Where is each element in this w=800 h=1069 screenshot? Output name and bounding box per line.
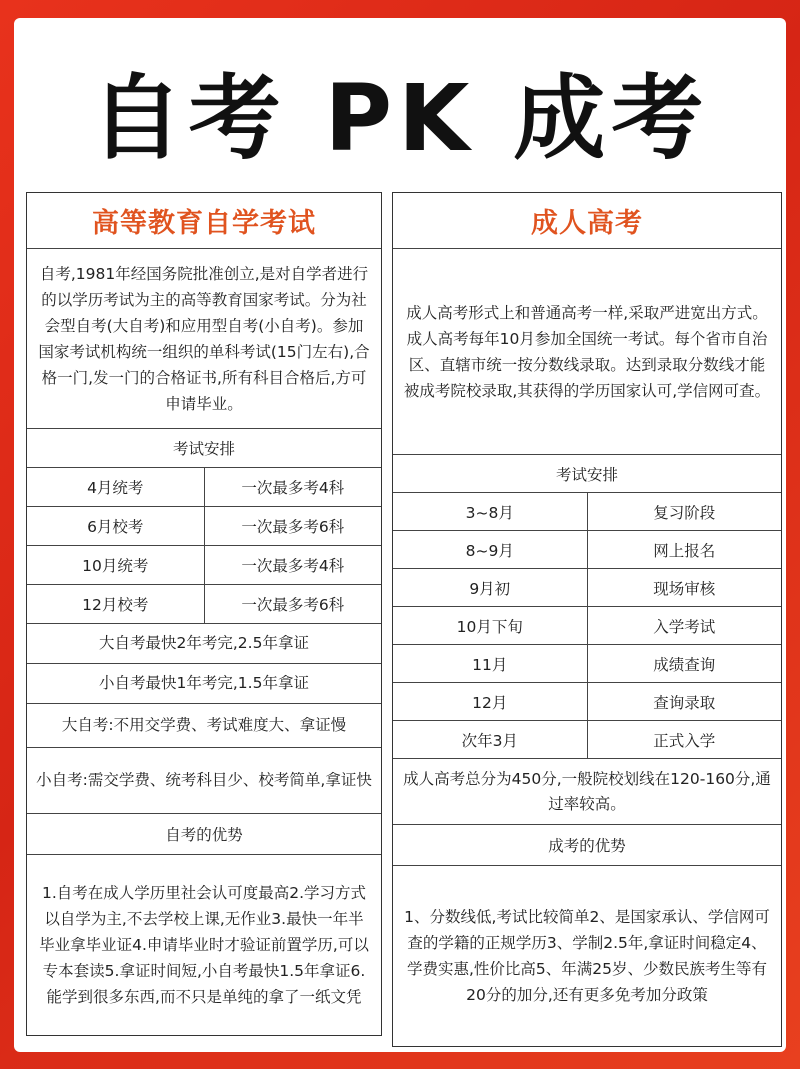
table-row — [393, 493, 781, 531]
adult-exam-heading: 成人高考 — [393, 193, 781, 249]
table-row — [393, 531, 781, 569]
self-study-intro: 自考,1981年经国务院批准创立,是对自学者进行的以学历考试为主的高等教育国家考试。分为社会型自考(大自考)和应用型自考(小自考)。参加国家考试机构统一组织的单科考试(15门左右),合格一门,发一门的合格证书,所有科目合格后,方可申请毕业。 — [27, 249, 381, 429]
table-row — [393, 721, 781, 759]
table-row — [27, 507, 381, 546]
note-row: 大自考:不用交学费、考试难度大、拿证慢 — [27, 704, 381, 748]
adult-exam-column — [392, 192, 782, 1047]
schedule-when: 8~9月 — [393, 531, 588, 568]
self-study-schedule-title: 考试安排 — [27, 429, 381, 468]
schedule-what: 一次最多考4科 — [241, 557, 345, 575]
table-row — [393, 607, 781, 645]
schedule-when: 4月统考 — [27, 468, 205, 506]
schedule-what: 一次最多考4科 — [241, 479, 345, 497]
schedule-when: 10月下旬 — [393, 607, 588, 644]
table-row — [393, 569, 781, 607]
schedule-what: 现场审核 — [653, 579, 716, 598]
schedule-when: 3~8月 — [393, 493, 588, 530]
schedule-when: 9月初 — [393, 569, 588, 606]
self-study-exam-column — [26, 192, 382, 1036]
schedule-what: 入学考试 — [653, 617, 716, 636]
adult-exam-advantage-title: 成考的优势 — [393, 825, 781, 866]
adult-exam-schedule-title: 考试安排 — [393, 455, 781, 493]
table-row — [393, 645, 781, 683]
score-note: 成人高考总分为450分,一般院校划线在120-160分,通过率较高。 — [393, 759, 781, 825]
schedule-what: 一次最多考6科 — [241, 596, 345, 614]
adult-exam-intro: 成人高考形式上和普通高考一样,采取严进宽出方式。成人高考每年10月参加全国统一考试。每个省市自治区、直辖市统一按分数线录取。达到录取分数线才能被成考院校录取,其获得的学历国家认可,学信网可查。 — [393, 249, 781, 455]
adult-exam-advantages: 1、分数线低,考试比较简单2、是国家承认、学信网可查的学籍的正规学历3、学制2.5年,拿证时间稳定4、学费实惠,性价比高5、年满25岁、少数民族考生等有20分的加分,还有更多免考加分政策 — [404, 908, 770, 1004]
schedule-when: 6月校考 — [27, 507, 205, 545]
schedule-when: 11月 — [393, 645, 588, 682]
note-row: 小自考最快1年考完,1.5年拿证 — [27, 664, 381, 704]
table-row — [27, 468, 381, 507]
schedule-when: 12月 — [393, 683, 588, 720]
note-row: 大自考最快2年考完,2.5年拿证 — [27, 624, 381, 664]
self-study-advantages: 1.自考在成人学历里社会认可度最高2.学习方式以自学为主,不去学校上课,无作业3.最快一年半毕业拿毕业证4.申请毕业时才验证前置学历,可以专本套读5.拿证时间短,小自考最快1.5年拿证6.能学到很多东西,而不只是单纯的拿了一纸文凭 — [39, 884, 369, 1006]
self-study-heading: 高等教育自学考试 — [27, 193, 381, 249]
schedule-what: 正式入学 — [653, 731, 716, 750]
schedule-when: 10月统考 — [27, 546, 205, 584]
schedule-what: 网上报名 — [653, 541, 716, 560]
self-study-advantage-title: 自考的优势 — [27, 814, 381, 855]
table-row — [27, 585, 381, 624]
schedule-when: 12月校考 — [27, 585, 205, 623]
table-row — [393, 683, 781, 721]
table-row — [27, 546, 381, 585]
poster-sheet — [14, 18, 786, 1052]
page-title: 自考 PK 成考 — [90, 65, 710, 172]
schedule-when: 次年3月 — [393, 721, 588, 758]
schedule-what: 一次最多考6科 — [241, 518, 345, 536]
schedule-what: 复习阶段 — [653, 503, 716, 522]
schedule-what: 查询录取 — [653, 693, 716, 712]
note-row: 小自考:需交学费、统考科目少、校考简单,拿证快 — [27, 748, 381, 814]
schedule-what: 成绩查询 — [653, 655, 716, 674]
